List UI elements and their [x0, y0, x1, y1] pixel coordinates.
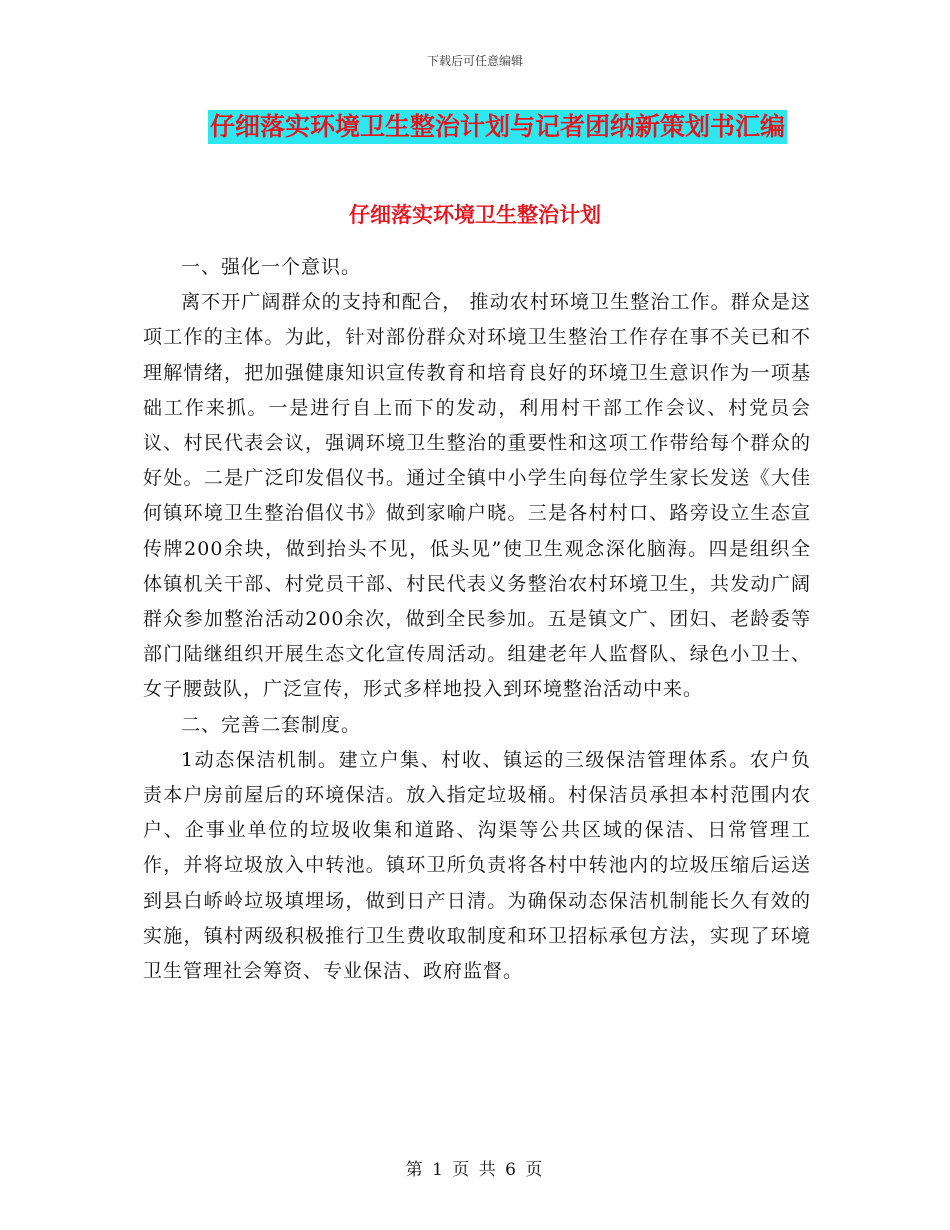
paragraph-heading-1: 一、强化一个意识。	[181, 256, 362, 278]
document-body	[143, 250, 811, 989]
paragraph: 1动态保洁机制。建立户集、村收、镇运的三级保洁管理体系。农户负责本户房前屋后的环境保洁。放入指定垃圾桶。村保洁员承担本村范围内农户、企事业单位的垃圾收集和道路、沟渠等公共区域的保洁、日常管理工作，并将垃圾放入中转池。镇环卫所负责将各村中转池内的垃圾压缩后运送到县白峤岭垃圾填埋场，做到日产日清。为确保动态保洁机制能长久有效的实施，镇村两级积极推行卫生费收取制度和环卫招标承包方法，实现了环境卫生管理社会筹资、专业保洁、政府监督。	[143, 748, 811, 983]
section-title: 仔细落实环境卫生整治计划	[349, 203, 601, 227]
page-number-footer: 第 1 页 共 6 页	[405, 1160, 545, 1180]
paragraph: 离不开广阔群众的支持和配合， 推动农村环境卫生整治工作。群众是这项工作的主体。为此，针对部份群众对环境卫生整治工作存在事不关已和不理解情绪，把加强健康知识宣传教育和培育良好的环境卫生意识作为一项基础工作来抓。一是进行自上而下的发动，利用村干部工作会议、村党员会议、村民代表会议，强调环境卫生整治的重要性和这项工作带给每个群众的好处。二是广泛印发倡仪书。通过全镇中小学生向每位学生家长发送《大佳何镇环境卫生整治倡仪书》做到家喻户晓。三是各村村口、路旁设立生态宣传牌200余块，做到抬头不见，低头见”使卫生观念深化脑海。四是组织全体镇机关干部、村党员干部、村民代表义务整治农村环境卫生，共发动广阔群众参加整治活动200余次，做到全民参加。五是镇文广、团妇、老龄委等部门陆继组织开展生态文化宣传周活动。组建老年人监督队、绿色小卫士、女子腰鼓队，广泛宣传，形式多样地投入到环境整治活动中来。	[143, 291, 811, 701]
paragraph-heading-2: 二、完善二套制度。	[181, 713, 362, 736]
document-title-wrap	[0, 110, 950, 144]
document-title: 仔细落实环境卫生整治计划与记者团纳新策划书汇编	[208, 110, 787, 144]
header-note: 下载后可任意编辑	[426, 54, 523, 68]
